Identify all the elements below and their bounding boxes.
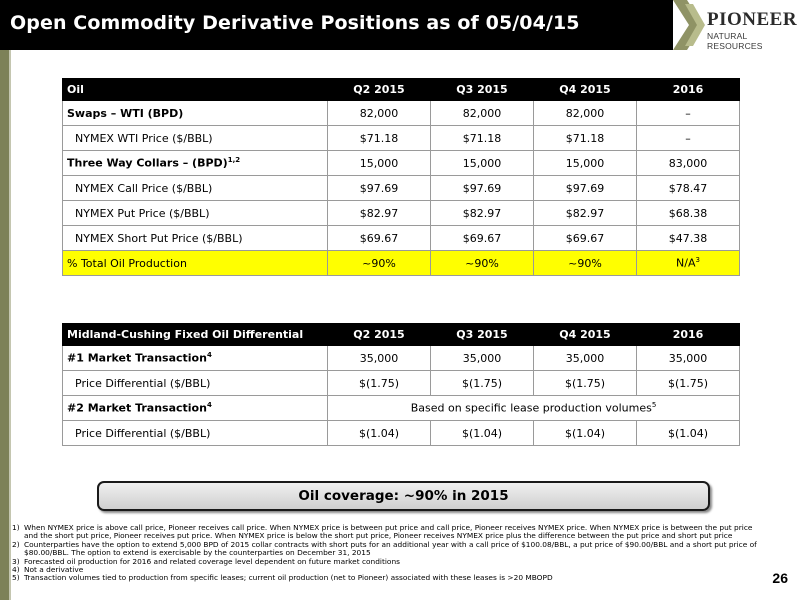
header-bar — [0, 0, 800, 50]
header-cell: Q3 2015 — [431, 79, 534, 101]
cell: $71.18 — [328, 126, 431, 151]
logo-subtitle: NATURAL RESOURCES — [707, 31, 763, 51]
cell: $(1.75) — [534, 371, 637, 396]
row-label: NYMEX Call Price ($/BBL) — [63, 176, 328, 201]
header-cell: Q2 2015 — [328, 79, 431, 101]
cell: $(1.75) — [328, 371, 431, 396]
footnote-number: 2) — [12, 539, 20, 549]
merged-cell — [328, 396, 740, 421]
cell: $97.69 — [534, 176, 637, 201]
row-label: #2 Market Transaction — [67, 401, 207, 415]
cell: $(1.04) — [328, 421, 431, 446]
logo-chevron-icon — [673, 0, 707, 50]
footnote-ref: 4 — [206, 351, 212, 360]
row-label: Price Differential ($/BBL) — [63, 371, 328, 396]
page-title: Open Commodity Derivative Positions as of 05/04/15 — [10, 12, 580, 34]
footnote-text: Not a derivative — [24, 565, 84, 575]
cell: 83,000 — [637, 151, 740, 176]
merged-text: Based on specific lease production volumes — [410, 401, 652, 415]
pioneer-logo — [673, 0, 800, 50]
cell: 35,000 — [328, 346, 431, 371]
cell-with-note — [637, 251, 740, 276]
footnote-ref: 3 — [695, 256, 700, 265]
header-cell: Q3 2015 — [431, 324, 534, 346]
cell: $(1.75) — [637, 371, 740, 396]
cell: 82,000 — [328, 101, 431, 126]
coverage-callout — [97, 481, 710, 511]
footnote-number: 4) — [12, 565, 20, 575]
footnote-number: 1) — [12, 523, 20, 532]
row-label: % Total Oil Production — [63, 251, 328, 276]
cell: $82.97 — [431, 201, 534, 226]
cell: $97.69 — [328, 176, 431, 201]
header-cell: Q4 2015 — [534, 324, 637, 346]
cell: N/A — [676, 256, 696, 270]
cell: – — [637, 101, 740, 126]
footnote — [12, 524, 767, 541]
table-row — [63, 176, 740, 201]
row-label: NYMEX Short Put Price ($/BBL) — [63, 226, 328, 251]
cell: ~90% — [328, 251, 431, 276]
cell: 82,000 — [431, 101, 534, 126]
row-label-cell — [63, 151, 328, 176]
cell: $78.47 — [637, 176, 740, 201]
cell: $68.38 — [637, 201, 740, 226]
table-row — [63, 421, 740, 446]
cell: $69.67 — [431, 226, 534, 251]
header-cell: Midland-Cushing Fixed Oil Differential — [63, 324, 328, 346]
logo-name: PIONEER — [707, 9, 798, 30]
cell: $69.67 — [328, 226, 431, 251]
cell: $(1.04) — [534, 421, 637, 446]
cell: $(1.75) — [431, 371, 534, 396]
header-cell: 2016 — [637, 324, 740, 346]
cell: $82.97 — [328, 201, 431, 226]
footnotes — [12, 524, 767, 583]
cell: 15,000 — [431, 151, 534, 176]
footnote — [12, 541, 767, 558]
row-label: Swaps – WTI (BPD) — [63, 101, 328, 126]
cell: $69.67 — [534, 226, 637, 251]
footnote — [12, 574, 767, 582]
header-cell: Oil — [63, 79, 328, 101]
cell: $71.18 — [431, 126, 534, 151]
footnote-ref: 5 — [651, 401, 657, 410]
row-label-cell — [63, 346, 328, 371]
footnote — [12, 558, 767, 566]
cell: $(1.04) — [637, 421, 740, 446]
table-row — [63, 126, 740, 151]
cell: $82.97 — [534, 201, 637, 226]
differential-table — [62, 323, 740, 446]
cell: 82,000 — [534, 101, 637, 126]
cell: $47.38 — [637, 226, 740, 251]
cell: $(1.04) — [431, 421, 534, 446]
cell: 15,000 — [328, 151, 431, 176]
row-label: #1 Market Transaction — [67, 351, 207, 365]
cell: 35,000 — [431, 346, 534, 371]
cell: ~90% — [431, 251, 534, 276]
row-label: NYMEX Put Price ($/BBL) — [63, 201, 328, 226]
table-row — [63, 151, 740, 176]
footnote-ref: 4 — [206, 401, 212, 410]
left-accent-line — [9, 50, 11, 600]
table-row — [63, 201, 740, 226]
row-label: NYMEX WTI Price ($/BBL) — [63, 126, 328, 151]
oil-positions-table — [62, 78, 740, 276]
footnote-ref: 1,2 — [227, 156, 241, 165]
left-accent-bar — [0, 50, 9, 600]
table-row — [63, 101, 740, 126]
cell: $97.69 — [431, 176, 534, 201]
footnote-text: Transaction volumes tied to production from specific leases; current oil production (net to Pioneer) associated with these leases is >20 MBOPD — [24, 573, 553, 583]
header-cell: 2016 — [637, 79, 740, 101]
row-label: Three Way Collars – (BPD) — [67, 156, 228, 170]
cell: $71.18 — [534, 126, 637, 151]
coverage-text: Oil coverage: ~90% in 2015 — [298, 488, 509, 504]
table-header-row — [63, 324, 740, 346]
page-number: 26 — [772, 570, 788, 586]
cell: – — [637, 126, 740, 151]
header-cell: Q4 2015 — [534, 79, 637, 101]
cell: 35,000 — [534, 346, 637, 371]
table-row-highlight — [63, 251, 740, 276]
footnote-text: When NYMEX price is above call price, Pioneer receives call price. When NYMEX price is between put price and call price, Pioneer receives NYMEX price. When NYMEX price is between the put price and the short put price, Pioneer receives put price. When NYMEX price is below the short put price, Pioneer receives NYMEX price plus the difference between the put price and short put price — [24, 523, 753, 541]
table-row — [63, 346, 740, 371]
table-row — [63, 371, 740, 396]
row-label-cell — [63, 396, 328, 421]
header-cell: Q2 2015 — [328, 324, 431, 346]
footnote-text: Forecasted oil production for 2016 and related coverage level dependent on future market conditions — [24, 556, 400, 566]
cell: ~90% — [534, 251, 637, 276]
table-header-row — [63, 79, 740, 101]
table-row — [63, 226, 740, 251]
footnote-number: 5) — [12, 573, 20, 583]
table-row — [63, 396, 740, 421]
footnote-number: 3) — [12, 556, 20, 566]
row-label: Price Differential ($/BBL) — [63, 421, 328, 446]
footnote-text: Counterparties have the option to extend 5,000 BPD of 2015 collar contracts with short puts for an additional year with a call price of $100.08/BBL, a put price of $90.00/BBL and a short put price of $80.00/BBL. The option to extend is exercisable by the counterparties on December 31, 2015 — [24, 539, 757, 558]
cell: 15,000 — [534, 151, 637, 176]
cell: 35,000 — [637, 346, 740, 371]
